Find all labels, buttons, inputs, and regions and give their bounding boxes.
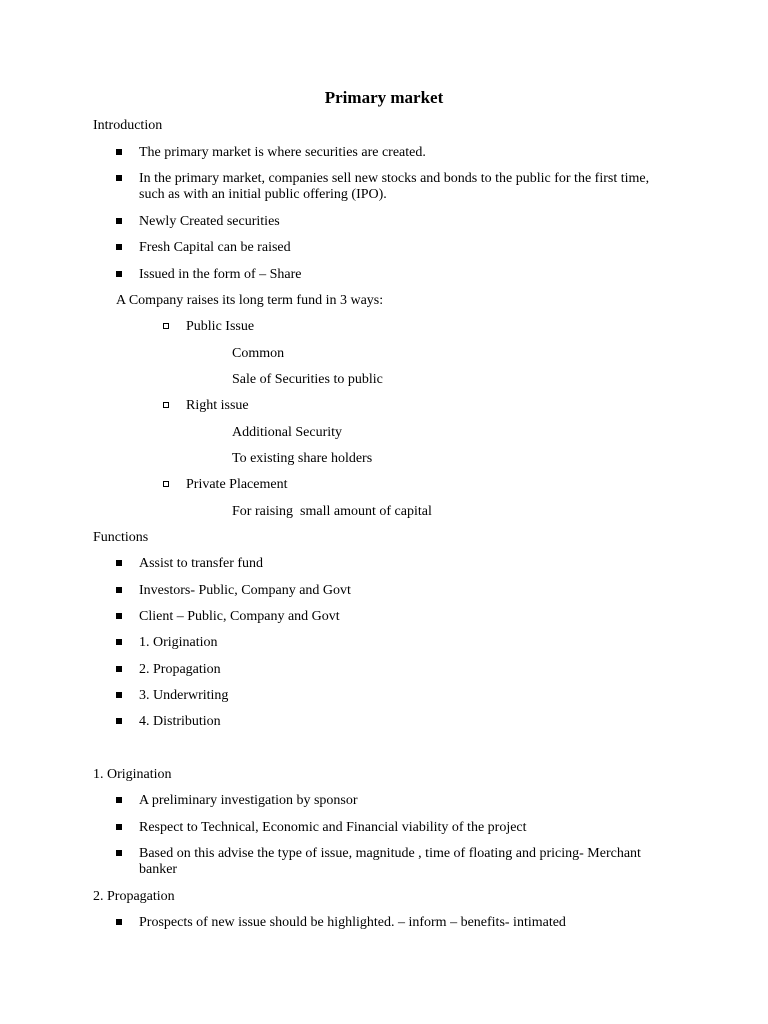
way-detail: Sale of Securities to public — [232, 372, 383, 387]
list-item: 4. Distribution — [139, 714, 221, 729]
list-item: Prospects of new issue should be highlighted. – inform – benefits- intimated — [139, 915, 566, 930]
list-item: Issued in the form of – Share — [139, 267, 302, 282]
functions-heading: Functions — [93, 530, 149, 545]
way-detail: To existing share holders — [232, 451, 373, 466]
list-item: Assist to transfer fund — [139, 556, 264, 571]
ways-intro: A Company raises its long term fund in 3 ways: — [116, 293, 384, 308]
way-label-public-issue: Public Issue — [186, 319, 255, 334]
bullet-marker — [116, 919, 122, 925]
introduction-heading: Introduction — [93, 118, 163, 133]
list-item: Newly Created securities — [139, 214, 280, 229]
list-item: 3. Underwriting — [139, 688, 229, 703]
list-item: Investors- Public, Company and Govt — [139, 583, 351, 598]
origination-heading: 1. Origination — [93, 767, 172, 782]
list-item: The primary market is where securities are created. — [139, 145, 426, 160]
bullet-marker — [116, 797, 122, 803]
sub-bullet-marker — [163, 402, 169, 408]
list-item: In the primary market, companies sell new stocks and bonds to the public for the first time, such as with an initial public offering (IPO). — [139, 171, 650, 202]
list-item: A preliminary investigation by sponsor — [139, 793, 358, 808]
list-item: Fresh Capital can be raised — [139, 240, 291, 255]
bullet-marker — [116, 587, 122, 593]
bullet-marker — [116, 149, 122, 155]
way-detail: Additional Security — [232, 425, 343, 440]
bullet-marker — [116, 718, 122, 724]
list-item: 2. Propagation — [139, 662, 221, 677]
propagation-heading: 2. Propagation — [93, 889, 175, 904]
way-label-private-placement: Private Placement — [186, 477, 288, 492]
bullet-marker — [116, 175, 122, 181]
bullet-marker — [116, 850, 122, 856]
way-label-right-issue: Right issue — [186, 398, 249, 413]
sub-bullet-marker — [163, 481, 169, 487]
list-item: Based on this advise the type of issue, magnitude , time of floating and pricing- Merchant banker — [139, 846, 641, 877]
bullet-marker — [116, 271, 122, 277]
bullet-marker — [116, 560, 122, 566]
bullet-marker — [116, 218, 122, 224]
way-detail: For raising small amount of capital — [232, 504, 432, 519]
list-item: Respect to Technical, Economic and Financial viability of the project — [139, 820, 527, 835]
bullet-marker — [116, 692, 122, 698]
bullet-marker — [116, 244, 122, 250]
bullet-marker — [116, 666, 122, 672]
list-item: Client – Public, Company and Govt — [139, 609, 340, 624]
bullet-marker — [116, 613, 122, 619]
sub-bullet-marker — [163, 323, 169, 329]
bullet-marker — [116, 824, 122, 830]
bullet-marker — [116, 639, 122, 645]
way-detail: Common — [232, 346, 285, 361]
list-item: 1. Origination — [139, 635, 218, 650]
page-title: Primary market — [324, 88, 444, 107]
